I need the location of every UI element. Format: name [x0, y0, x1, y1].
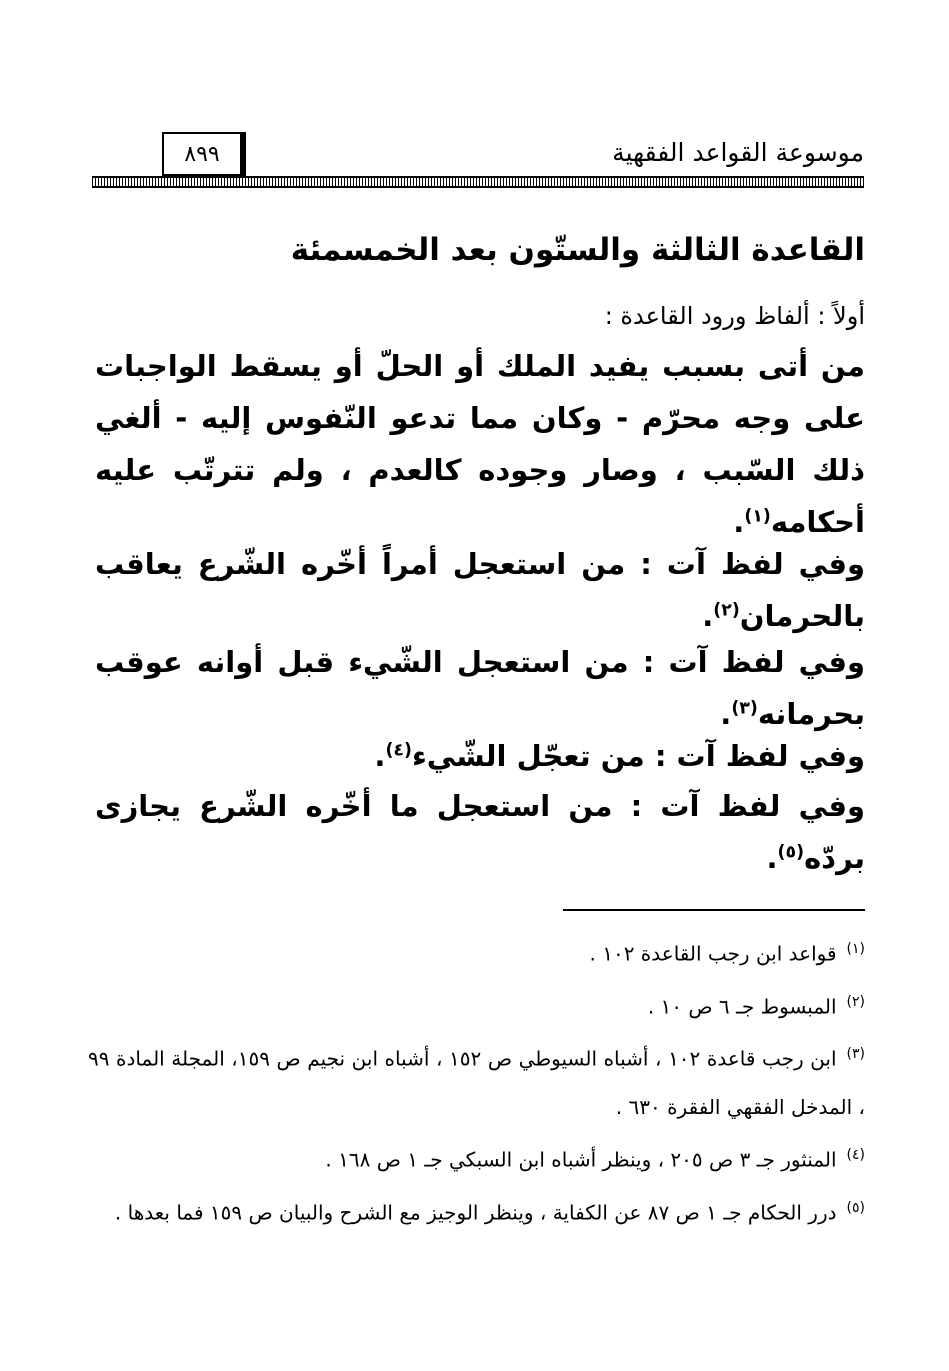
footnote-ref: (١): [744, 506, 771, 527]
rule-paragraph: وفي لفظ آت : من استعجل أمراً أخّره الشّرع يعاقب بالحرمان$^{(٢)}$.: [95, 547, 865, 633]
footnote-text: المنثور جـ ٣ ص ٢٠٥ ، وينظر أشباه ابن السبكي جـ ١ ص ١٦٨ .: [325, 1147, 837, 1172]
footnote-text: ابن رجب قاعدة ١٠٢ ، أشباه السيوطي ص ١٥٢ ، أشباه ابن نجيم ص ١٥٩، المجلة المادة ٩٩ ، المدخل الفقهي الفقرة ٦٣٠ .: [88, 1046, 865, 1119]
header-divider: [92, 176, 864, 188]
page-header: [92, 128, 864, 188]
page-number: ٨٩٩: [162, 132, 246, 176]
paragraph-text: وفي لفظ آت : من تعجّل الشّيء: [411, 739, 865, 773]
paragraph-text: من أتى بسبب يفيد الملك أو الحلّ أو يسقط الواجبات على وجه محرّم - وكان مما تدعو النّفوس إليه - ألغي ذلك السّبب ، وصار وجوده كالعدم ، ولم تترتّب عليه أحكامه: [95, 349, 865, 539]
footnote: [88, 1131, 865, 1184]
rule-paragraph: وفي لفظ آت : من استعجل ما أخّره الشّرع يجازى بردّه$^{(٥)}$.: [95, 789, 865, 875]
footnote-text: درر الحكام جـ ١ ص ٨٧ عن الكفاية ، وينظر الوجيز مع الشرح والبيان ص ١٥٩ فما بعدها .: [114, 1200, 837, 1225]
footnote: [88, 1184, 865, 1237]
footnote-divider: [563, 909, 865, 911]
paragraph-text: وفي لفظ آت : من استعجل أمراً أخّره الشّرع يعاقب بالحرمان: [95, 547, 865, 633]
paragraph-text: وفي لفظ آت : من استعجل ما أخّره الشّرع يجازى بردّه: [95, 789, 865, 875]
rule-paragraph: وفي لفظ آت : من استعجل الشّيء قبل أوانه عوقب بحرمانه$^{(٣)}$.: [95, 645, 865, 731]
paragraph-text: وفي لفظ آت : من استعجل الشّيء قبل أوانه عوقب بحرمانه: [95, 645, 865, 731]
footnote: [88, 1030, 865, 1131]
footnote-mark: (٢): [846, 993, 865, 1010]
footnote-ref: (٥): [777, 842, 805, 863]
footnote-mark: (٥): [846, 1199, 865, 1216]
footnote-text: قواعد ابن رجب القاعدة ١٠٢ .: [589, 941, 837, 966]
footnote-text: المبسوط جـ ٦ ص ١٠ .: [647, 994, 837, 1019]
footnote-mark: (١): [846, 941, 865, 957]
footnote: [88, 978, 865, 1031]
book-title: موسوعة القواعد الفقهية: [612, 138, 864, 167]
footnote-mark: (٤): [846, 1146, 865, 1163]
footnote-ref: (٤): [385, 740, 412, 761]
footnotes: [88, 925, 865, 1236]
rule-paragraph: وفي لفظ آت : من تعجّل الشّيء$^{(٤)}$.: [374, 739, 865, 773]
rule-paragraph: من أتى بسبب يفيد الملك أو الحلّ أو يسقط الواجبات على وجه محرّم - وكان مما تدعو النّفوس إليه - ألغي ذلك السّبب ، وصار وجوده كالعدم ، ولم تترتّب عليه أحكامه$^{(١)}$.: [95, 349, 865, 539]
footnote-mark: (٣): [846, 1046, 865, 1063]
footnote-ref: (٢): [713, 600, 740, 621]
footnote-ref: (٣): [731, 698, 758, 719]
rule-title: القاعدة الثالثة والستّون بعد الخمسمئة: [290, 232, 865, 268]
footnote: [88, 925, 865, 978]
section-subheading: أولاً : ألفاظ ورود القاعدة :: [604, 302, 865, 330]
